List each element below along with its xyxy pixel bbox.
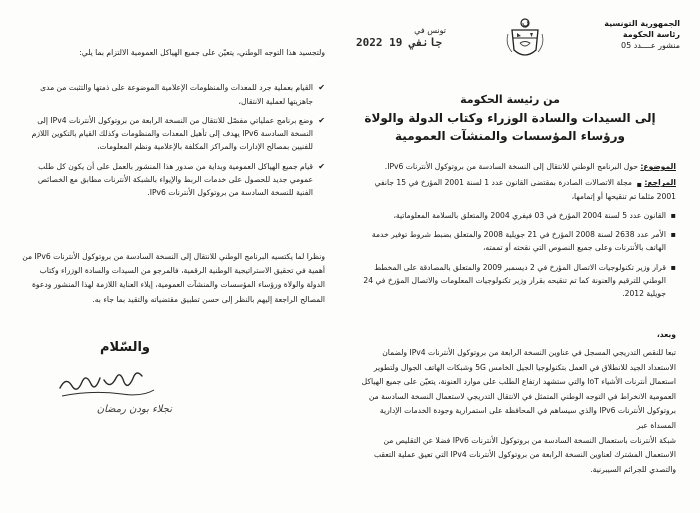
reference-item: ▪ الأمر عدد 2638 لسنة 2008 المؤرخ في 21 جويلية 2008 والمتعلق بضبط شروط توفير خدمة الهاتف بالأنترنات وعلى جميع النصوص التي نقحته أو تممته، [356, 228, 676, 255]
republic-label: الجمهورية التونسية [604, 19, 680, 28]
paragraph-line: الاستعمال المشترك لعناوين النسخة الرابعة من بروتوكول الأنترنات IPv4 التي تعيق عملية التعقب [373, 450, 676, 460]
obligation-item: ✔ وضع برنامج عملياتي مفصّل للانتقال من النسخة الرابعة من بروتوكول الأنترنات IPv4 إلى النسخة السادسة IPv6 يهدف إلى تأهيل المعدات والمنظومات وكذلك القيام بالتكوين اللازم للفنيين بمصالح الإدارات والمراكز المكلفة بالإعلامية ونظم المعلومات، [20, 114, 325, 154]
closing-paragraph: ونظرا لما يكتسيه البرنامج الوطني للانتقال إلى النسخة السادسة من بروتوكول الأنترنات IPv6 من أهمية في تحقيق الاستراتيجية الوطنية الرقمية، فالمرجو من السيدات والسادة الوزراء وكتاب الدولة والولاة ورؤساء المؤسسات والمنشآت العمومية، إيلاء العناية اللازمة لهذا المنشور ودعوة المصالح الراجعة إليهم بالنظر إلى حسن تطبيق مقتضياته والتقيد بما جاء به. [22, 252, 325, 304]
paragraph-line: والتصدي للجرائم السيبرنية. [590, 464, 676, 474]
subject-line [356, 160, 676, 173]
date-block [356, 26, 448, 50]
paragraph-line: الاستعداد الجيد للانطلاق في العمل بتكنولوجيا الجيل الخامس 5G وشبكات الهاتف الجوال ولتطوير [373, 362, 676, 372]
coat-of-arms-icon [500, 16, 550, 62]
left-column [20, 46, 325, 200]
reference-item: ▪ القانون عدد 5 لسنة 2004 المؤرخ في 03 فيفري 2004 والمتعلق بالسلامة المعلوماتية، [356, 209, 676, 222]
subject-text: حول البرنامج الوطني للانتقال إلى النسخة السادسة من بروتوكول الأنترنات IPv6. [384, 162, 638, 171]
main-paragraph [356, 346, 676, 477]
recipients-line-2: ورؤساء المؤسسات والمنشآت العمومية [395, 129, 625, 143]
paragraph-line: شبكة الأنترنات باستعمال النسخة السادسة من بروتوكول الأنترنات IPv6 فضلا عن التقليص من [383, 435, 676, 445]
and-after: وبعد، [656, 330, 676, 339]
handwritten-signature-icon [52, 366, 162, 404]
date-value: 2022 جانفي 19 [356, 36, 443, 49]
references-block [356, 176, 676, 300]
subject-label: الموضوع: [640, 162, 676, 171]
references-label: المراجع: [644, 178, 676, 188]
reference-item: ▪ قرار وزير تكنولوجيات الاتصال المؤرخ في 2 ديسمبر 2009 والمتعلق بالمصادقة على المخطط الوطني للترقيم والعنونة كما تم تنقيحه بقرار وزير تكنولوجيات المعلومات والاتصال المؤرخ في 24 جويلية 2012. [356, 261, 676, 301]
obligation-item: ✔ قيام جميع الهياكل العمومية وبداية من صدور هذا المنشور بالعمل على أن يكون كل طلب عمومي جديد للحصول على خدمات الربط والإيواء بالشبكة الأنترنات مطابق مع الخصائص الفنية للنسخة السادسة من بروتوكول الأنترنات IPv6. [20, 160, 325, 200]
obligation-item: ✔ القيام بعملية جرد للمعدات والمنظومات الإعلامية الموضوعة على ذمتها والتثبت من مدى جاهزيتها لعملية الانتقال، [20, 81, 325, 108]
intro-text: ولتجسيد هذا التوجه الوطني، يتعيّن على جميع الهياكل العمومية الالتزام بما يلي: [79, 48, 325, 57]
sender: من رئيسة الحكومة [460, 93, 560, 106]
signer-name: نجلاء بودن رمضان [96, 404, 172, 415]
closing-salutation: والسّلام [99, 340, 150, 355]
date-label: تونس في [414, 26, 446, 35]
header-block [560, 18, 680, 51]
recipients-line-1: إلى السيدات والسادة الوزراء وكتاب الدولة والولاة [364, 111, 656, 125]
paragraph-line: بروتوكول الأنترنات IPv6 والذي سيساهم في المحافظة على استمرارية وجودة الخدمات الإدارية المسداة عبر [379, 406, 676, 430]
paragraph-line: استعمال أنترنات الأشياء IoT والتي ستشهد ارتفاع الطلب على موارد العنونة، يتعيّن على جميع الهياكل [361, 377, 676, 387]
paragraph-line: تبعا للنقص التدريجي المسجل في عناوين النسخة الرابعة من بروتوكول الأنترنات IPv4 ولضمان [382, 348, 676, 357]
presidency-label: رئاسة الحكومة [622, 30, 680, 39]
right-column [356, 160, 676, 301]
paragraph-line: العمومية الانخراط في التوجه الوطني المتمثل في الانتقال التدريجي لاستعمال النسخة السادسة من [368, 391, 676, 401]
reference-item: ▪ مجلة الاتصالات الصادرة بمقتضى القانون عدد 1 لسنة 2001 المؤرخ في 15 جانفي 2001 مثلما تم تنقيحها أو إتمامها، [375, 178, 676, 200]
circular-number: منشور عــــدد 05 [620, 41, 680, 50]
